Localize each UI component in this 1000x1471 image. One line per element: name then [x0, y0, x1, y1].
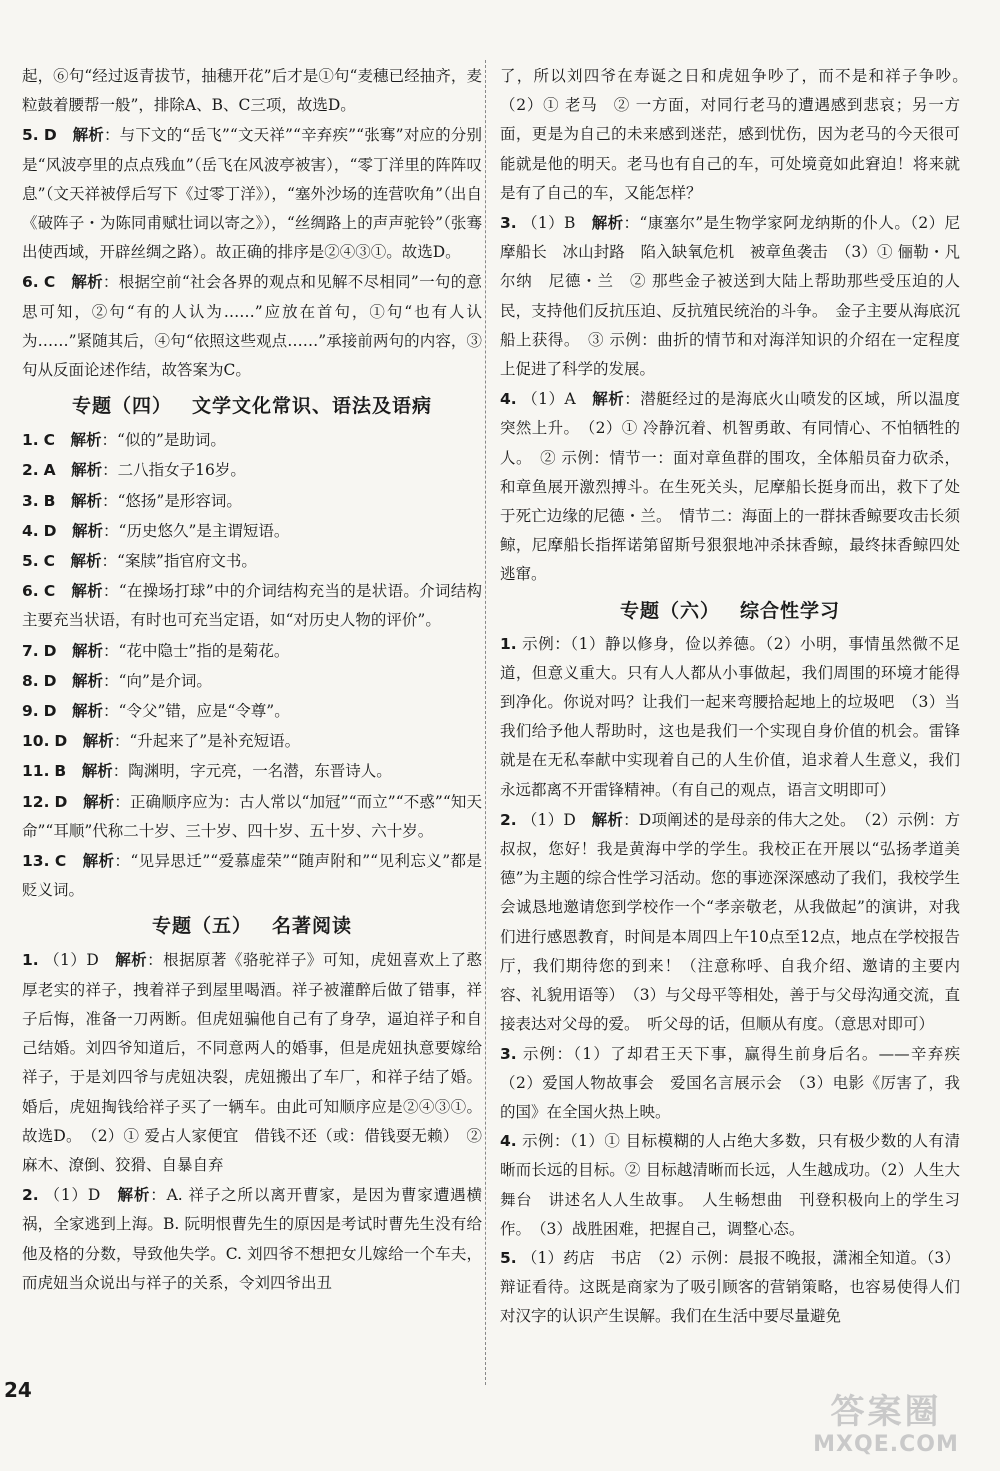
answer-item: 11. B 解析：陶渊明，字元亮，一名潜，东晋诗人。 [22, 761, 392, 781]
answer-item: 6. C 解析：“在操场打球”中的介词结构充当的是状语。介词结构主要充当状语，有时也可充当定语，如“对历史人物的评价”。 [22, 581, 482, 630]
answer-item: 4. D 解析：“历史悠久”是主谓短语。 [22, 520, 290, 540]
answer-item: 8. D 解析：“向”是介词。 [22, 670, 212, 690]
section-title: 专题（四） 文学文化常识、语法及语病 [71, 395, 433, 418]
answer-item: 3. B 解析：“悠扬”是形容词。 [22, 490, 242, 510]
answer-item: 6. C 解析：根据空前“社会各界的观点和见解不尽相同”一句的意思可知，②句“有的人认为……”应放在首句，①句“也有人认为……”紧随其后，④句“依照这些观点……”承接前两句的内容，③句从反面论述作结，故答案为C。 [22, 272, 482, 380]
answer-item: 2. （1）D 解析：A. 祥子之所以离开曹家，是因为曹家遭遇横祸，全家逃到上海。B. 阮明恨曹先生的原因是考试时曹先生没有给他及格的分数，导致他失学。C. 刘四爷不想把女儿嫁给一个车夫，而虎妞当众说出与祥子的关系，令刘四爷出丑 [22, 1185, 482, 1292]
watermark-logo: 答案圈 MXQE.COM [813, 1392, 959, 1457]
answer-item: 2. A 解析：二八指女子16岁。 [22, 460, 246, 480]
answer-item: 3. （1）B 解析：“康塞尔”是生物学家阿龙纳斯的仆人。（2）尼摩船长 冰山封路 陷入缺氧危机 被章鱼袭击 （3）① 俪勒・凡尔纳 尼德・兰 ② 那些金子被送到大陆上帮助那些受压迫的人民，支持他们反抗压迫、反抗殖民统治的斗争。 金子主要从海底沉船上获得。 ③ 示例：曲折的情节和对海洋知识的介绍在一定程度上促进了科学的发展。 [500, 213, 960, 379]
answer-item: 9. D 解析：“令父”错，应是“令尊”。 [22, 701, 290, 721]
answer-item: 3. 示例：（1）了却君王天下事，赢得生前身后名。——辛弃疾 （2）爱国人物故事会 爱国名言展示会 （3）电影《厉害了，我的国》在全国火热上映。 [500, 1044, 976, 1121]
page-number: 24 [4, 1378, 32, 1402]
answer-item: 2. （1）D 解析：D项阐述的是母亲的伟大之处。 （2）示例：方叔叔，您好！我是黄海中学的学生。我校正在开展以“弘扬孝道美德”为主题的综合性学习活动。您的事迹深深感动了我们，我校学生会诚恳地邀请您到学校作一个“孝亲敬老，从我做起”的演讲，对我们进行感恩教育，时间是本周四上午10点至12点，地点在学校报告厅，我们期待您的到来！（注意称呼、自我介绍、邀请的主要内容、礼貌用语等） （3）与父母平等相处，善于与父母沟通交流，直接表达对父母的爱。 听父母的话，但顺从有度。（意思对即可） [500, 809, 960, 1034]
answer-item: 13. C 解析：“见异思迁”“爱慕虚荣”“随声附和”“见利忘义”都是贬义词。 [22, 851, 482, 900]
answer-item: 5. D 解析：与下文的“岳飞”“文天祥”“辛弃疾”“张骞”对应的分别是“风波亭里的点点残血”（岳飞在风波亭被害），“零丁洋里的阵阵叹息”（文天祥被俘后写下《过零丁洋》），“塞外沙场的连营吹角”（出自《破阵子・为陈同甫赋壮词以寄之》），“丝绸路上的声声驼铃”（张骞出使西域，开辟丝绸之路）。故正确的排序是②④③①。故选D。 [22, 125, 482, 262]
column-divider [485, 60, 486, 1385]
answer-item: 12. D 解析：正确顺序应为：古人常以“加冠”“而立”“不惑”“知天命”“耳顺”代称二十岁、三十岁、四十岁、五十岁、六十岁。 [22, 791, 482, 840]
section-title: 专题（六） 综合性学习 [619, 599, 841, 622]
answer-item: 1. C 解析：“似的”是助词。 [22, 430, 226, 450]
answer-item: 4. （1）A 解析：潜艇经过的是海底火山喷发的区域，所以温度突然上升。 （2）① 冷静沉着、机智勇敢、有同情心、不怕牺牲的人。 ② 示例：情节一：面对章鱼群的围攻，全体船员奋力砍杀，和章鱼展开激烈搏斗。在生死关头，尼摩船长挺身而出，救下了处于死亡边缘的尼德・兰。 情节二：海面上的一群抹香鲸要攻击长须鲸，尼摩船长指挥诺第留斯号狠狠地冲杀抹香鲸，最终抹香鲸四处逃窜。 [500, 389, 960, 584]
section-title: 专题（五） 名著阅读 [151, 915, 353, 938]
answer-item: 1. 示例：（1）静以修身，俭以养德。（2）小明，事情虽然微不足道，但意义重大。只有人人都从小事做起，我们周围的环境才能得到净化。你说对吗？让我们一起来弯腰拾起地上的垃圾吧 （3）当我们给予他人帮助时，这也是我们一个实现自身价值的机会。雷锋就是在无私奉献中实现着自己的人生价值，追求着人生意义，我们永远都离不开雷锋精神。（有自己的观点，语言文明即可） [500, 634, 960, 799]
right-column [500, 62, 976, 1332]
answer-item: 5. （1）药店 书店 （2）示例：晨报不晚报，潇湘全知道。（3）辩证看待。这既是商家为了吸引顾客的营销策略，也容易使得人们对汉字的认识产生误解。我们在生活中要尽量避免 [500, 1248, 960, 1326]
answer-item: 10. D 解析：“升起来了”是补充短语。 [22, 731, 301, 751]
answer-item: 5. C 解析：“案牍”指官府文书。 [22, 551, 257, 571]
answer-item: 4. 示例：（1）① 目标模糊的人占绝大多数，只有极少数的人有清晰而长远的目标。② 目标越清晰而长远，人生越成功。（2）人生大舞台 讲述名人人生故事。 人生畅想曲 刊登积极向上的学生习作。 （3）战胜困难，把握自己，调整心态。 [500, 1132, 960, 1238]
paragraph: 了，所以刘四爷在寿诞之日和虎妞争吵了，而不是和祥子争吵。 （2）① 老马 ② 一方面，对同行老马的遭遇感到悲哀；另一方面，更是为自己的未来感到迷茫，感到忧伤，因为老马的今天很可能就是他的明天。老马也有自己的车，可处境竟如此窘迫！将来就是有了自己的车，又能怎样？ [500, 67, 976, 202]
left-column [22, 62, 482, 1298]
answer-item: 1. （1）D 解析：根据原著《骆驼祥子》可知，虎妞喜欢上了憨厚老实的祥子，拽着祥子到屋里喝酒。祥子被灌醉后做了错事，祥子后悔，准备一刀两断。但虎妞骗他自己有了身孕，逼迫祥子和自己结婚。刘四爷知道后，不同意两人的婚事，但是虎妞执意要嫁给祥子，于是刘四爷与虎妞决裂，虎妞搬出了车厂，和祥子结了婚。婚后，虎妞掏钱给祥子买了一辆车。由此可知顺序应是②④③①。故选D。 （2）① 爱占人家便宜 借钱不还（或：借钱耍无赖） ② 麻木、潦倒、狡猾、自暴自弃 [22, 950, 482, 1174]
paragraph: 起，⑥句“经过返青拔节，抽穗开花”后才是①句“麦穗已经抽齐，麦粒鼓着腰帮一般”，排除A、B、C三项，故选D。 [22, 67, 482, 115]
answer-item: 7. D 解析：“花中隐士”指的是菊花。 [22, 640, 290, 660]
